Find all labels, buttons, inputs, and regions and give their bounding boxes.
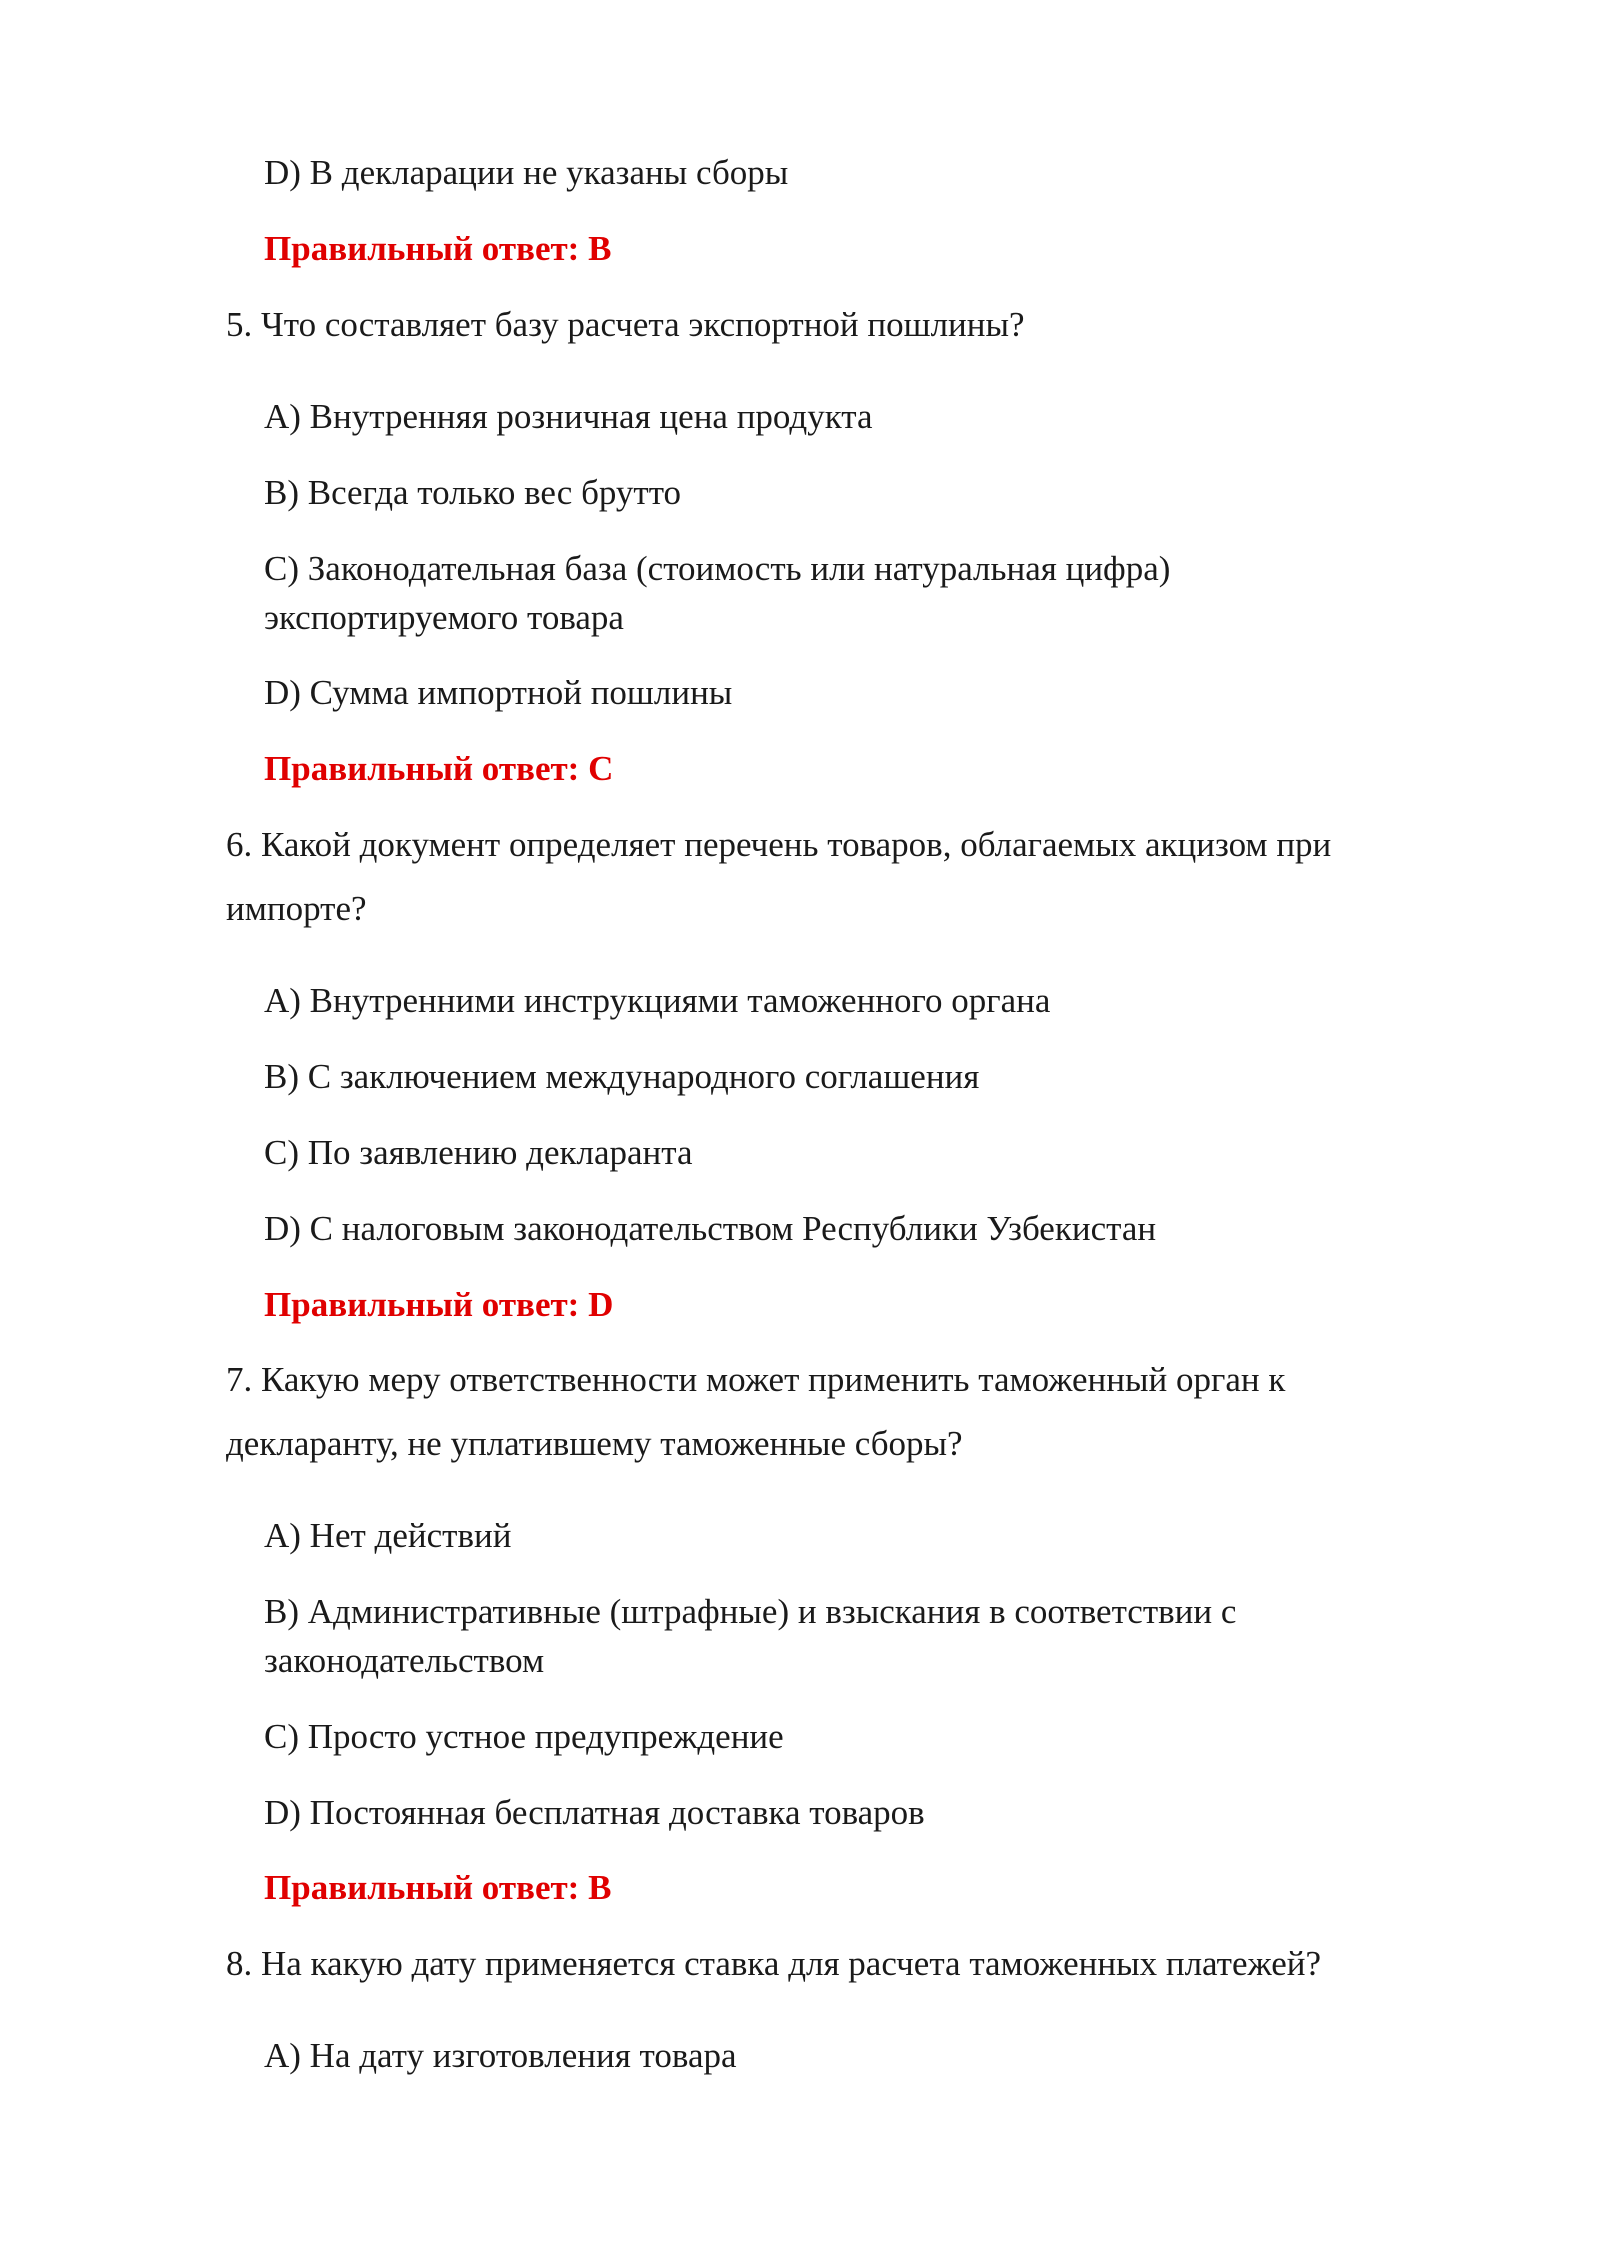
q5-option-c-line2: экспортируемого товара <box>264 598 624 637</box>
q6-option-a: A) Внутренними инструкциями таможенного органа <box>264 981 1051 1020</box>
q7-option-a: A) Нет действий <box>264 1516 512 1555</box>
q5-option-c-line1: C) Законодательная база (стоимость или натуральная цифра) <box>264 549 1171 588</box>
q6-correct-answer: Правильный ответ: D <box>264 1285 614 1324</box>
q7-option-b-line2: законодательством <box>264 1641 545 1680</box>
q7-question-line1: 7. Какую меру ответственности может применить таможенный орган к <box>226 1360 1286 1399</box>
q8-question: 8. На какую дату применяется ставка для расчета таможенных платежей? <box>226 1944 1322 1983</box>
q4-option-d: D) В декларации не указаны сборы <box>264 153 789 192</box>
q7-question-line2: декларанту, не уплатившему таможенные сборы? <box>226 1424 963 1463</box>
q6-question-line2: импорте? <box>226 889 367 928</box>
q7-correct-answer: Правильный ответ: B <box>264 1868 612 1907</box>
q6-option-b: B) С заключением международного соглашения <box>264 1057 980 1096</box>
q7-option-c: C) Просто устное предупреждение <box>264 1717 784 1756</box>
q7-option-b-line1: B) Административные (штрафные) и взыскания в соответствии с <box>264 1592 1237 1631</box>
q7-option-d: D) Постоянная бесплатная доставка товаров <box>264 1793 925 1832</box>
q5-option-a: A) Внутренняя розничная цена продукта <box>264 397 873 436</box>
q5-option-b: B) Всегда только вес брутто <box>264 473 682 512</box>
q5-option-d: D) Сумма импортной пошлины <box>264 673 733 712</box>
q6-question-line1: 6. Какой документ определяет перечень товаров, облагаемых акцизом при <box>226 825 1332 864</box>
q5-correct-answer: Правильный ответ: C <box>264 749 614 788</box>
q6-option-c: C) По заявлению декларанта <box>264 1133 693 1172</box>
q4-correct-answer: Правильный ответ: B <box>264 229 612 268</box>
q5-question: 5. Что составляет базу расчета экспортной пошлины? <box>226 305 1025 344</box>
q8-option-a: A) На дату изготовления товара <box>264 2036 737 2075</box>
q6-option-d: D) С налоговым законодательством Республики Узбекистан <box>264 1209 1157 1248</box>
